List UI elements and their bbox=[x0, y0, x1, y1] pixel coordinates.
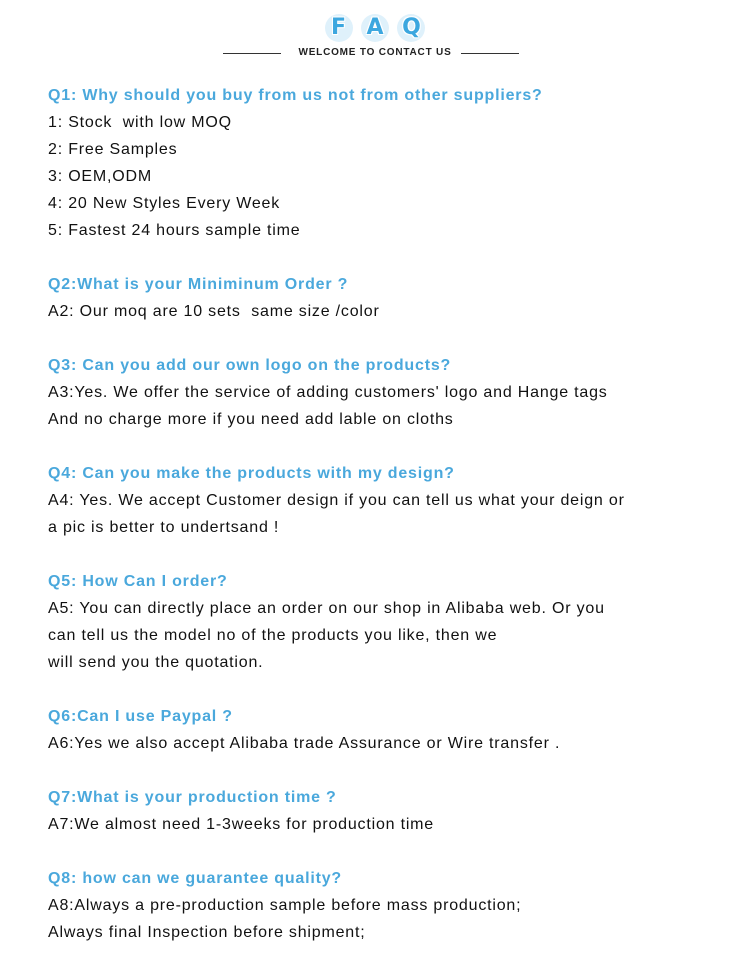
question-1: Q1: Why should you buy from us not from other suppliers? bbox=[48, 87, 543, 104]
answer-8-line-2: Always final Inspection before shipment; bbox=[48, 924, 366, 941]
question-2: Q2:What is your Miniminum Order ? bbox=[48, 276, 349, 293]
question-7: Q7:What is your production time ? bbox=[48, 789, 337, 806]
question-3: Q3: Can you add our own logo on the products? bbox=[48, 357, 452, 374]
answer-1-line-4: 4: 20 New Styles Every Week bbox=[48, 195, 281, 212]
answer-3-line-2: And no charge more if you need add lable on cloths bbox=[48, 411, 454, 428]
answer-2-line-1: A2: Our moq are 10 sets same size /color bbox=[48, 303, 380, 320]
answer-7-line-1: A7:We almost need 1-3weeks for production time bbox=[48, 816, 435, 833]
faq-item-6 bbox=[48, 703, 738, 757]
answer-5-line-2: can tell us the model no of the products you like, then we bbox=[48, 627, 498, 644]
subtitle: WELCOME TO CONTACT US bbox=[298, 47, 452, 58]
question-8: Q8: how can we guarantee quality? bbox=[48, 870, 343, 887]
question-4: Q4: Can you make the products with my design? bbox=[48, 465, 455, 482]
answer-5-line-1: A5: You can directly place an order on our shop in Alibaba web. Or you bbox=[48, 600, 605, 617]
faq-item-4 bbox=[48, 460, 738, 541]
answer-1-line-2: 2: Free Samples bbox=[48, 141, 178, 158]
faq-letter-f: F bbox=[325, 14, 353, 42]
answer-1-line-5: 5: Fastest 24 hours sample time bbox=[48, 222, 301, 239]
answer-1-line-1: 1: Stock with low MOQ bbox=[48, 114, 232, 131]
faq-item-2 bbox=[48, 271, 738, 325]
question-6: Q6:Can I use Paypal ? bbox=[48, 708, 233, 725]
answer-3-line-1: A3:Yes. We offer the service of adding customers' logo and Hange tags bbox=[48, 384, 608, 401]
faq-item-7 bbox=[48, 784, 738, 838]
answer-1-line-3: 3: OEM,ODM bbox=[48, 168, 153, 185]
subtitle-row bbox=[0, 46, 750, 60]
answer-8-line-1: A8:Always a pre-production sample before mass production; bbox=[48, 897, 522, 914]
faq-item-8 bbox=[48, 865, 738, 946]
faq-letter-q: Q bbox=[397, 14, 425, 42]
question-5: Q5: How Can I order? bbox=[48, 573, 228, 590]
faq-item-1 bbox=[48, 82, 738, 244]
faq-title bbox=[0, 14, 750, 42]
faq-item-3 bbox=[48, 352, 738, 433]
answer-5-line-3: will send you the quotation. bbox=[48, 654, 264, 671]
subtitle-rule-right bbox=[461, 53, 519, 54]
faq-header bbox=[0, 10, 750, 66]
answer-4-line-1: A4: Yes. We accept Customer design if you can tell us what your deign or bbox=[48, 492, 625, 509]
faq-letter-a: A bbox=[361, 14, 389, 42]
answer-4-line-2: a pic is better to undertsand ! bbox=[48, 519, 280, 536]
faq-list bbox=[48, 82, 738, 973]
faq-item-5 bbox=[48, 568, 738, 676]
answer-6-line-1: A6:Yes we also accept Alibaba trade Assurance or Wire transfer . bbox=[48, 735, 561, 752]
